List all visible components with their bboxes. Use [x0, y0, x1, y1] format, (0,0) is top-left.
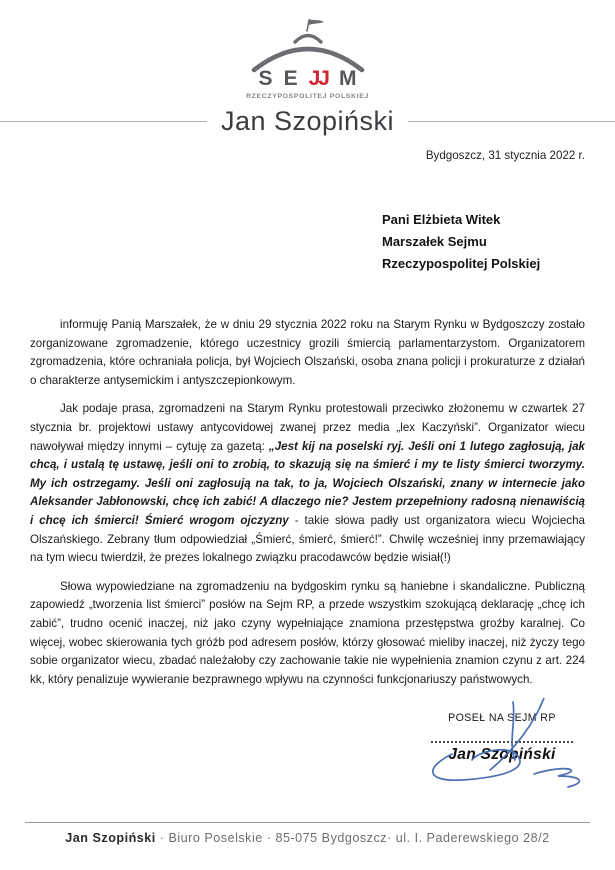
- footer-name: Jan Szopiński: [65, 831, 156, 845]
- signature-name: Jan Szopiński: [448, 746, 556, 763]
- footer-divider: [25, 822, 590, 823]
- signature-dotted-line: [431, 741, 573, 743]
- addressee-line-1: Pani Elżbieta Witek: [382, 212, 501, 227]
- sejm-logo-subtitle: RZECZYPOSPOLITEJ POLSKIEJ: [246, 93, 369, 100]
- signature-role: POSEŁ NA SEJM RP: [448, 712, 556, 724]
- footer-address: · Biuro Poselskie · 85-075 Bydgoszcz· ul. I. Paderewskiego 28/2: [155, 831, 550, 845]
- addressee-line-3: Rzeczypospolitej Polskiej: [382, 256, 541, 271]
- sender-name: Jan Szopiński: [220, 106, 395, 136]
- banner-rule-right: [408, 121, 615, 122]
- paragraph-1: [30, 316, 585, 390]
- dateline: Bydgoszcz, 31 stycznia 2022 r.: [425, 149, 585, 162]
- sejm-logo: [0, 16, 615, 100]
- sejm-logo-letters: [0, 68, 615, 89]
- letter-body: [30, 316, 585, 699]
- name-banner: [0, 106, 615, 137]
- logo-letter-e: E: [283, 67, 298, 90]
- paragraph-2-quote: „Jest kij na poselski ryj. Jeśli oni 1 lutego zagłosują, jak chcą, i ustalą tę ustawę, jeśli oni to zrobią, to skazują się na śmierć i my te listy śmierci tworzymy. My ich ostrzegamy. Jeśli oni zagłosują na tak, to ja, Wojciech Olszański, znany w internecie jako Aleksander Jabłonowski, chcę ich zabić! A dlaczego nie? Jestem przepełniony radosną nienawiścią i chcę ich śmierci! Śmierć wrogom ojczyzny: [30, 439, 585, 527]
- signature-block: [412, 712, 592, 764]
- addressee-line-2: Marszałek Sejmu: [382, 234, 487, 249]
- paragraph-3: [30, 578, 585, 690]
- addressee-block: [382, 209, 540, 275]
- paragraph-2-lead: Jak podaje prasa, zgromadzeni na Starym Rynku protestowali przeciwko złożonemu w czwartek 27 stycznia br. projektowi ustawy antycovidowej zwanej przez media „lex Kaczyński”. Organizator wiecu nawoływał między innymi – cytuję za gazetą:: [30, 402, 585, 453]
- logo-letter-m: M: [338, 67, 357, 90]
- paragraph-1-text: informuję Panią Marszałek, że w dniu 29 stycznia 2022 roku na Starym Rynku w Bydgoszczy zostało zorganizowane zgromadzenie, którego uczestnicy grozili śmiercią parlamentarzystom. Organizatorem zgromadzenia, które ochraniała policja, był Wojciech Olszański, osoba znana policji i prokuraturze z działań o charakterze antysemickim i antyszczepionkowym.: [30, 318, 585, 387]
- sejm-dome-icon: [246, 16, 370, 74]
- page-footer: [25, 822, 590, 845]
- paragraph-3-text: Słowa wypowiedziane na zgromadzeniu na bydgoskim rynku są haniebne i skandaliczne. Publiczną zapowiedź „tworzenia list śmierci” posłów na Sejm RP, a przede wszystkim szokującą deklarację „chcę ich zabić”, trudno ocenić inaczej, niż jako czyny wypełniające znamiona przestępstwa groźby karalnej. Co więcej, wobec skierowania tych gróźb pod adresem posłów, którzy głosować mieliby inaczej, niż życzy tego sobie organizator wiecu, zbadać należałoby czy zachowanie takie nie wypełnienia znamion czynu z art. 224 kk, który penalizuje wywieranie bezprawnego wpływu na czynności funkcjonariuszy państwowych.: [30, 579, 585, 686]
- paragraph-2-tail: - takie słowa padły ust organizatora wiecu Wojciecha Olszańskiego. Zebrany tłum odpowiedział „Śmierć, śmierć, śmierć!”. Chwilę wcześniej inny przemawiający na tym wiecu twierdził, że prezes lokalnego związku pracodawców będzie wisiał(!): [30, 513, 585, 565]
- logo-letter-j: JJ: [308, 67, 328, 90]
- footer-text: [25, 831, 590, 845]
- paragraph-2: [30, 400, 585, 567]
- logo-letter-s: S: [258, 67, 273, 90]
- banner-rule-left: [0, 121, 207, 122]
